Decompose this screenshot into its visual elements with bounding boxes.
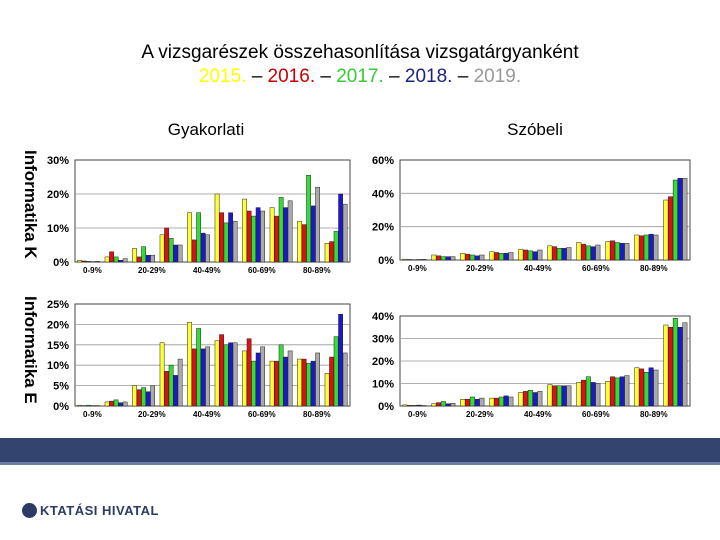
bar (306, 175, 310, 262)
y-tick-label: 15% (46, 339, 69, 352)
x-tick-label: 60-69% (248, 410, 276, 419)
oktatasi-hivatal-logo (22, 503, 159, 518)
bar (334, 231, 338, 262)
bar (306, 363, 310, 406)
bar (224, 223, 228, 262)
bar (591, 247, 595, 260)
bar (242, 351, 246, 406)
year-part: 2016. (267, 66, 316, 87)
bar (302, 225, 306, 262)
bar (533, 393, 537, 407)
logo-o-icon (22, 503, 37, 518)
x-tick-label: 0-9% (83, 266, 102, 275)
bar (586, 377, 590, 406)
x-tick-label: 60-69% (248, 266, 276, 275)
bar (146, 255, 150, 262)
y-tick-label: 0% (378, 401, 394, 413)
bar (192, 240, 196, 262)
bar (480, 255, 484, 260)
bar (206, 347, 210, 406)
bar (137, 257, 141, 262)
bar (174, 375, 178, 406)
bar (279, 197, 283, 262)
bar (187, 322, 191, 406)
x-tick-label: 60-69% (582, 264, 610, 273)
bar (169, 238, 173, 262)
bar (644, 372, 648, 406)
bar (649, 234, 653, 260)
bar (407, 405, 411, 406)
bar (302, 359, 306, 406)
bar (432, 255, 436, 260)
bar (523, 250, 527, 260)
bar (274, 361, 278, 406)
y-tick-label: 0% (53, 257, 69, 269)
bar (77, 260, 81, 262)
bar (229, 343, 233, 406)
bar (620, 243, 624, 260)
year-part: 2019. (473, 66, 522, 87)
y-tick-label: 30% (46, 155, 69, 167)
bar (610, 377, 614, 406)
bar (504, 396, 508, 406)
bar (683, 323, 687, 406)
bar (596, 245, 600, 260)
bar (625, 376, 629, 406)
bar (261, 347, 265, 406)
bar (528, 251, 532, 260)
bar (403, 259, 407, 260)
bar (499, 253, 503, 260)
bar (261, 211, 265, 262)
bar (160, 343, 164, 406)
bar (538, 250, 542, 260)
bar (284, 357, 288, 406)
bar (77, 405, 81, 406)
bar (288, 351, 292, 406)
bar (577, 243, 581, 261)
bar (109, 401, 113, 406)
bar (215, 194, 219, 262)
bar (215, 341, 219, 406)
y-tick-label: 0% (53, 401, 69, 413)
bar (635, 368, 639, 406)
bar (316, 187, 320, 262)
bar (494, 398, 498, 406)
bar (334, 337, 338, 406)
bar (610, 241, 614, 260)
bar (105, 257, 109, 262)
bar (606, 242, 610, 260)
bar (654, 370, 658, 406)
bar (412, 405, 416, 406)
y-tick-label: 40% (371, 188, 394, 201)
bar (329, 357, 333, 406)
bar (233, 343, 237, 406)
y-tick-label: 20% (46, 189, 69, 201)
bar (451, 257, 455, 260)
bar (256, 353, 260, 406)
bar (591, 382, 595, 406)
bar (639, 369, 643, 406)
bar (620, 377, 624, 406)
bar (664, 200, 668, 260)
bar (470, 255, 474, 260)
years-subtitle (0, 66, 720, 88)
bar (417, 260, 421, 261)
y-tick-label: 10% (46, 360, 69, 373)
x-tick-label: 80-89% (303, 410, 331, 419)
bar (552, 386, 556, 406)
bar (343, 353, 347, 406)
y-tick-label: 10% (46, 223, 69, 235)
chart-e-practical (40, 296, 350, 426)
bar (403, 405, 407, 406)
x-tick-label: 40-49% (193, 266, 221, 275)
bar (644, 235, 648, 260)
bar (201, 349, 205, 406)
bar (343, 204, 347, 262)
bar (533, 252, 537, 260)
bar (490, 398, 494, 406)
bar (196, 328, 200, 406)
bar (96, 261, 100, 262)
bar (178, 359, 182, 406)
y-tick-label: 25% (46, 299, 69, 311)
bar (242, 199, 246, 262)
bar (499, 397, 503, 406)
bar (86, 261, 90, 262)
year-part: – (383, 66, 405, 87)
bar (146, 392, 150, 406)
bar (311, 361, 315, 406)
bar (678, 178, 682, 260)
bar (562, 248, 566, 260)
x-tick-label: 80-89% (640, 410, 668, 419)
logo-text: KTATÁSI HIVATAL (40, 503, 159, 518)
bar (538, 391, 542, 406)
bar (251, 216, 255, 262)
bar (233, 221, 237, 262)
bar (664, 325, 668, 406)
x-tick-label: 20-29% (466, 410, 494, 419)
bar (480, 398, 484, 406)
y-tick-label: 20% (371, 356, 394, 368)
chart-k-practical (40, 150, 350, 280)
bar (417, 405, 421, 406)
bar (270, 208, 274, 262)
bar (581, 244, 585, 260)
bar (192, 349, 196, 406)
bar (668, 197, 672, 260)
bar (446, 257, 450, 260)
row-label-informatika-e: Informatika E (21, 296, 40, 404)
x-tick-label: 0-9% (408, 264, 427, 273)
bar (132, 248, 136, 262)
bar (475, 399, 479, 406)
bar (465, 254, 469, 260)
x-tick-label: 0-9% (83, 410, 102, 419)
bar (206, 235, 210, 262)
x-tick-label: 40-49% (193, 410, 221, 419)
bar (224, 345, 228, 406)
bar (178, 245, 182, 262)
bar (137, 390, 141, 406)
bar (436, 256, 440, 260)
bar (297, 359, 301, 406)
bar (451, 403, 455, 406)
bar (114, 257, 118, 262)
y-tick-label: 30% (371, 333, 394, 346)
bar (339, 314, 343, 406)
year-part: – (246, 66, 268, 87)
bar (141, 388, 145, 406)
bar (509, 253, 513, 261)
bar (432, 404, 436, 406)
y-tick-label: 60% (371, 155, 394, 167)
bar (615, 378, 619, 406)
bar (123, 402, 127, 406)
bar (475, 256, 479, 260)
y-tick-label: 40% (371, 311, 394, 323)
bar (132, 386, 136, 406)
x-tick-label: 0-9% (408, 410, 427, 419)
bar (288, 201, 292, 262)
bar (548, 385, 552, 406)
bar (297, 221, 301, 262)
bar (615, 243, 619, 261)
bar (169, 365, 173, 406)
column-title-oral: Szóbeli (507, 120, 563, 139)
bar (151, 255, 155, 262)
bar (673, 318, 677, 406)
bar (325, 243, 329, 262)
bar (596, 384, 600, 407)
x-tick-label: 40-49% (524, 264, 552, 273)
chart-e-oral (350, 296, 700, 426)
bar (151, 386, 155, 406)
bar (109, 252, 113, 262)
footer-line (0, 462, 720, 465)
row-label-informatika-k: Informatika K (21, 150, 40, 259)
y-tick-label: 0% (378, 255, 394, 267)
bar (548, 246, 552, 260)
bar (581, 380, 585, 406)
bar (552, 247, 556, 260)
bar (557, 248, 561, 260)
bar (586, 246, 590, 260)
bar (187, 213, 191, 262)
bar (654, 235, 658, 260)
bar (256, 208, 260, 262)
bar (523, 391, 527, 406)
bar (407, 260, 411, 261)
bar (229, 213, 233, 262)
bar (196, 213, 200, 262)
bar (562, 386, 566, 406)
bar (251, 361, 255, 406)
bar (119, 260, 123, 262)
page-title: A vizsgarészek összehasonlítása vizsgatárgyanként (141, 42, 579, 63)
column-title-practical: Gyakorlati (167, 120, 245, 139)
bar (160, 235, 164, 262)
bar (678, 327, 682, 406)
year-part: 2018. (404, 66, 453, 87)
bar (528, 390, 532, 406)
footer-bar (0, 438, 720, 462)
bar (635, 235, 639, 260)
bar (274, 216, 278, 262)
x-tick-label: 20-29% (138, 266, 166, 275)
bar (141, 247, 145, 262)
y-tick-label: 5% (53, 380, 69, 393)
bar (557, 386, 561, 406)
bar (339, 194, 343, 262)
year-part: – (452, 66, 474, 87)
bar (422, 259, 426, 260)
bar (577, 382, 581, 406)
bar (123, 259, 127, 262)
bar (270, 361, 274, 406)
bar (325, 373, 329, 406)
x-tick-label: 80-89% (303, 266, 331, 275)
bar (284, 208, 288, 262)
bar (441, 402, 445, 407)
year-part: 2017. (336, 66, 384, 87)
bar (461, 399, 465, 406)
bar (201, 233, 205, 262)
x-tick-label: 20-29% (466, 264, 494, 273)
bar (490, 252, 494, 260)
bar (119, 403, 123, 406)
bar (494, 253, 498, 261)
bar (247, 339, 251, 406)
bar (446, 404, 450, 406)
bar (279, 345, 283, 406)
bar (567, 248, 571, 261)
bar (470, 397, 474, 406)
bar (668, 327, 672, 406)
bar (606, 381, 610, 406)
y-tick-label: 20% (371, 221, 394, 234)
bar (504, 253, 508, 260)
bar (114, 400, 118, 406)
bar (465, 399, 469, 406)
bar (219, 213, 223, 262)
bar (247, 211, 251, 262)
y-tick-label: 10% (371, 378, 394, 391)
bar (164, 228, 168, 262)
x-tick-label: 60-69% (582, 410, 610, 419)
chart-k-oral (350, 150, 700, 280)
bar (164, 371, 168, 406)
bar (316, 353, 320, 406)
year-part: 2015. (198, 66, 247, 87)
bar (639, 236, 643, 260)
bar (461, 253, 465, 260)
bar (311, 206, 315, 262)
bar (105, 402, 109, 406)
bar (86, 405, 90, 406)
x-tick-label: 80-89% (640, 264, 668, 273)
x-tick-label: 40-49% (524, 410, 552, 419)
bar (649, 368, 653, 406)
bar (174, 245, 178, 262)
bar (625, 243, 629, 260)
y-tick-label: 20% (46, 319, 69, 332)
bar (219, 335, 223, 406)
year-part: – (315, 66, 337, 87)
bar (509, 397, 513, 406)
bar (519, 249, 523, 260)
bar (683, 178, 687, 260)
bar (519, 393, 523, 407)
bar (82, 261, 86, 262)
bar (329, 242, 333, 262)
bar (436, 403, 440, 406)
bar (673, 180, 677, 260)
bar (567, 386, 571, 406)
bar (441, 257, 445, 260)
x-tick-label: 20-29% (138, 410, 166, 419)
